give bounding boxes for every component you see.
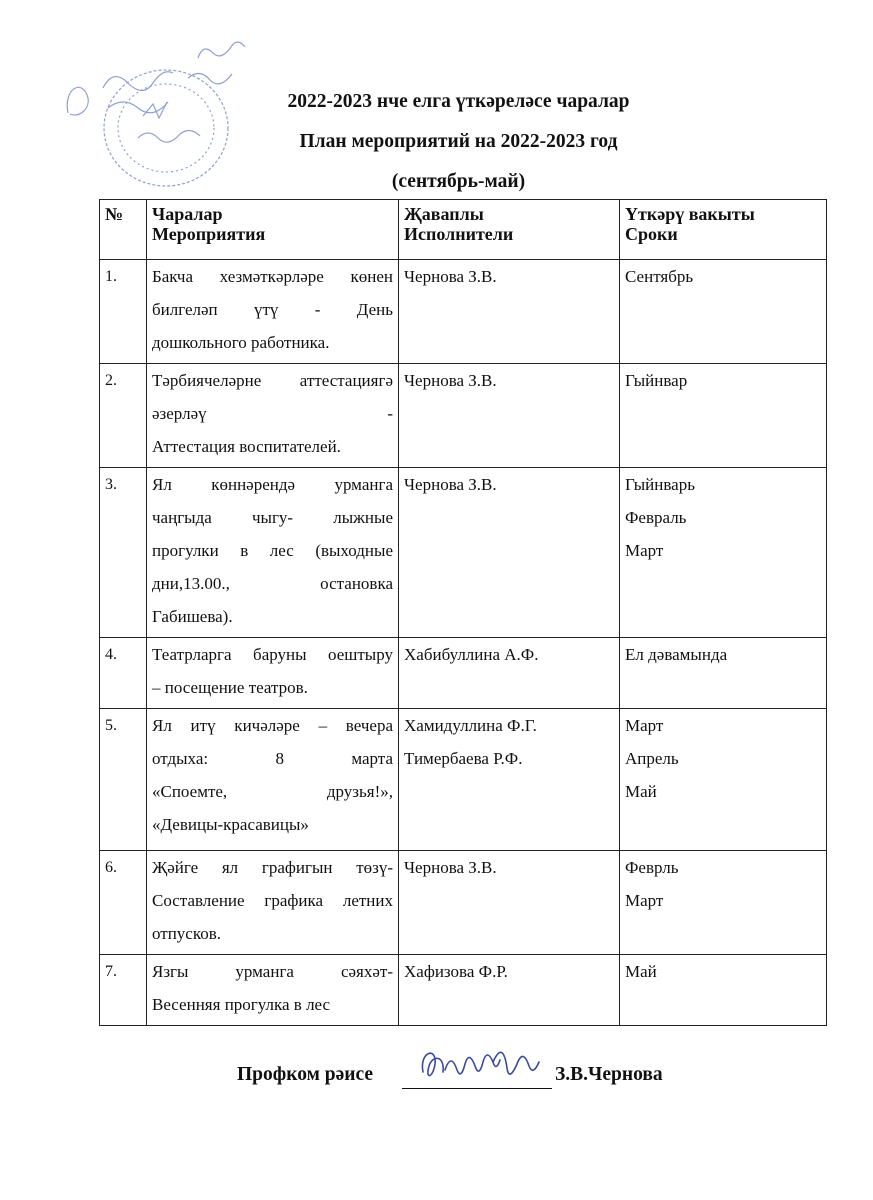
- row-executor: [399, 851, 620, 955]
- executor-name: Хабибуллина А.Ф.: [404, 645, 539, 664]
- signature-label: Профком рәисе: [237, 1064, 374, 1085]
- table-row: [100, 468, 827, 638]
- row-event: [147, 851, 399, 955]
- row-dates: [620, 709, 827, 851]
- title-period: (сентябрь-май): [391, 171, 526, 192]
- header-date-tt: Үткәрү вакыты: [625, 204, 755, 224]
- row-event: [147, 260, 399, 364]
- row-event: [147, 709, 399, 851]
- row-number: 2.: [100, 364, 147, 468]
- date-value: Февраль: [625, 508, 687, 527]
- event-line: әзерләү -: [152, 404, 393, 423]
- executor-name: Чернова З.В.: [404, 858, 497, 877]
- header-exec-tt: Җаваплы: [404, 204, 484, 224]
- event-line: Аттестация воспитателей.: [152, 437, 341, 456]
- table-row: [100, 260, 827, 364]
- row-dates: [620, 260, 827, 364]
- table-row: [100, 955, 827, 1026]
- event-line: дошкольного работника.: [152, 333, 330, 352]
- event-line: Составление графика летних: [152, 891, 393, 910]
- row-event: [147, 955, 399, 1026]
- row-dates: [620, 851, 827, 955]
- events-table: [99, 199, 827, 1026]
- row-dates: [620, 638, 827, 709]
- table-row: [100, 709, 827, 851]
- header-exec: [399, 200, 620, 260]
- event-line: – посещение театров.: [152, 678, 308, 697]
- date-value: Март: [625, 541, 664, 560]
- row-dates: [620, 955, 827, 1026]
- header-event-tt: Чаралар: [152, 204, 223, 224]
- header-date: [620, 200, 827, 260]
- date-value: Гыйнварь: [625, 475, 695, 494]
- table-row: [100, 851, 827, 955]
- row-event: [147, 468, 399, 638]
- date-value: Сентябрь: [625, 267, 694, 286]
- row-number: 1.: [100, 260, 147, 364]
- handwritten-signature: [415, 1042, 545, 1090]
- date-value: Апрель: [625, 749, 679, 768]
- event-line: Бакча хезмәткәрләре көнен: [152, 267, 393, 286]
- event-line: дни,13.00., остановка: [152, 574, 393, 593]
- event-line: чаңгыда чыгу- лыжные: [152, 508, 393, 527]
- executor-name: Хамидуллина Ф.Г.: [404, 716, 537, 735]
- event-line: Театрларга баруны оештыру: [152, 645, 393, 664]
- event-line: Язгы урманга сәяхәт-: [152, 962, 393, 981]
- row-number: 5.: [100, 709, 147, 851]
- table-header-row: [100, 200, 827, 260]
- row-number: 3.: [100, 468, 147, 638]
- signature-name: З.В.Чернова: [555, 1064, 663, 1085]
- event-line: Ял итү кичәләре – вечера: [152, 716, 393, 735]
- row-dates: [620, 364, 827, 468]
- event-line: «Споемте, друзья!»,: [152, 782, 393, 801]
- title-tatar: 2022-2023 нче елга үткәреләсе чаралар: [287, 91, 630, 112]
- row-dates: [620, 468, 827, 638]
- event-line: билгеләп үтү - День: [152, 300, 393, 319]
- table-row: [100, 364, 827, 468]
- date-value: Гыйнвар: [625, 371, 688, 390]
- signature-block: [237, 1056, 717, 1086]
- event-line: Җәйге ял графигын төзү-: [152, 858, 393, 877]
- title-russian: План мероприятий на 2022-2023 год: [299, 131, 618, 152]
- executor-name: Чернова З.В.: [404, 371, 497, 390]
- event-line: прогулки в лес (выходные: [152, 541, 393, 560]
- row-executor: [399, 709, 620, 851]
- executor-name: Чернова З.В.: [404, 475, 497, 494]
- event-line: Весенняя прогулка в лес: [152, 995, 331, 1014]
- date-value: Май: [625, 962, 657, 981]
- row-number: 4.: [100, 638, 147, 709]
- date-value: Март: [625, 716, 664, 735]
- date-value: Ел дәвамында: [625, 645, 728, 664]
- date-value: Май: [625, 782, 657, 801]
- executor-name: Чернова З.В.: [404, 267, 497, 286]
- event-line: Ял көннәрендә урманга: [152, 475, 393, 494]
- header-event-ru: Мероприятия: [152, 224, 266, 244]
- header-event: [147, 200, 399, 260]
- event-line: Габишева).: [152, 607, 233, 626]
- row-event: [147, 364, 399, 468]
- event-line: отдыха: 8 марта: [152, 749, 393, 768]
- event-line: отпусков.: [152, 924, 222, 943]
- event-line: Тәрбиячеләрне аттестациягә: [152, 371, 393, 390]
- row-executor: [399, 260, 620, 364]
- row-number: 7.: [100, 955, 147, 1026]
- row-executor: [399, 955, 620, 1026]
- header-date-ru: Сроки: [625, 224, 678, 244]
- executor-name: Хафизова Ф.Р.: [404, 962, 508, 981]
- header-num: №: [100, 200, 147, 260]
- row-executor: [399, 638, 620, 709]
- date-value: Март: [625, 891, 664, 910]
- event-line: «Девицы-красавицы»: [152, 815, 309, 834]
- date-value: Феврль: [625, 858, 679, 877]
- header-exec-ru: Исполнители: [404, 224, 514, 244]
- executor-name: Тимербаева Р.Ф.: [404, 749, 523, 768]
- row-executor: [399, 468, 620, 638]
- table-row: [100, 638, 827, 709]
- row-number: 6.: [100, 851, 147, 955]
- row-executor: [399, 364, 620, 468]
- row-event: [147, 638, 399, 709]
